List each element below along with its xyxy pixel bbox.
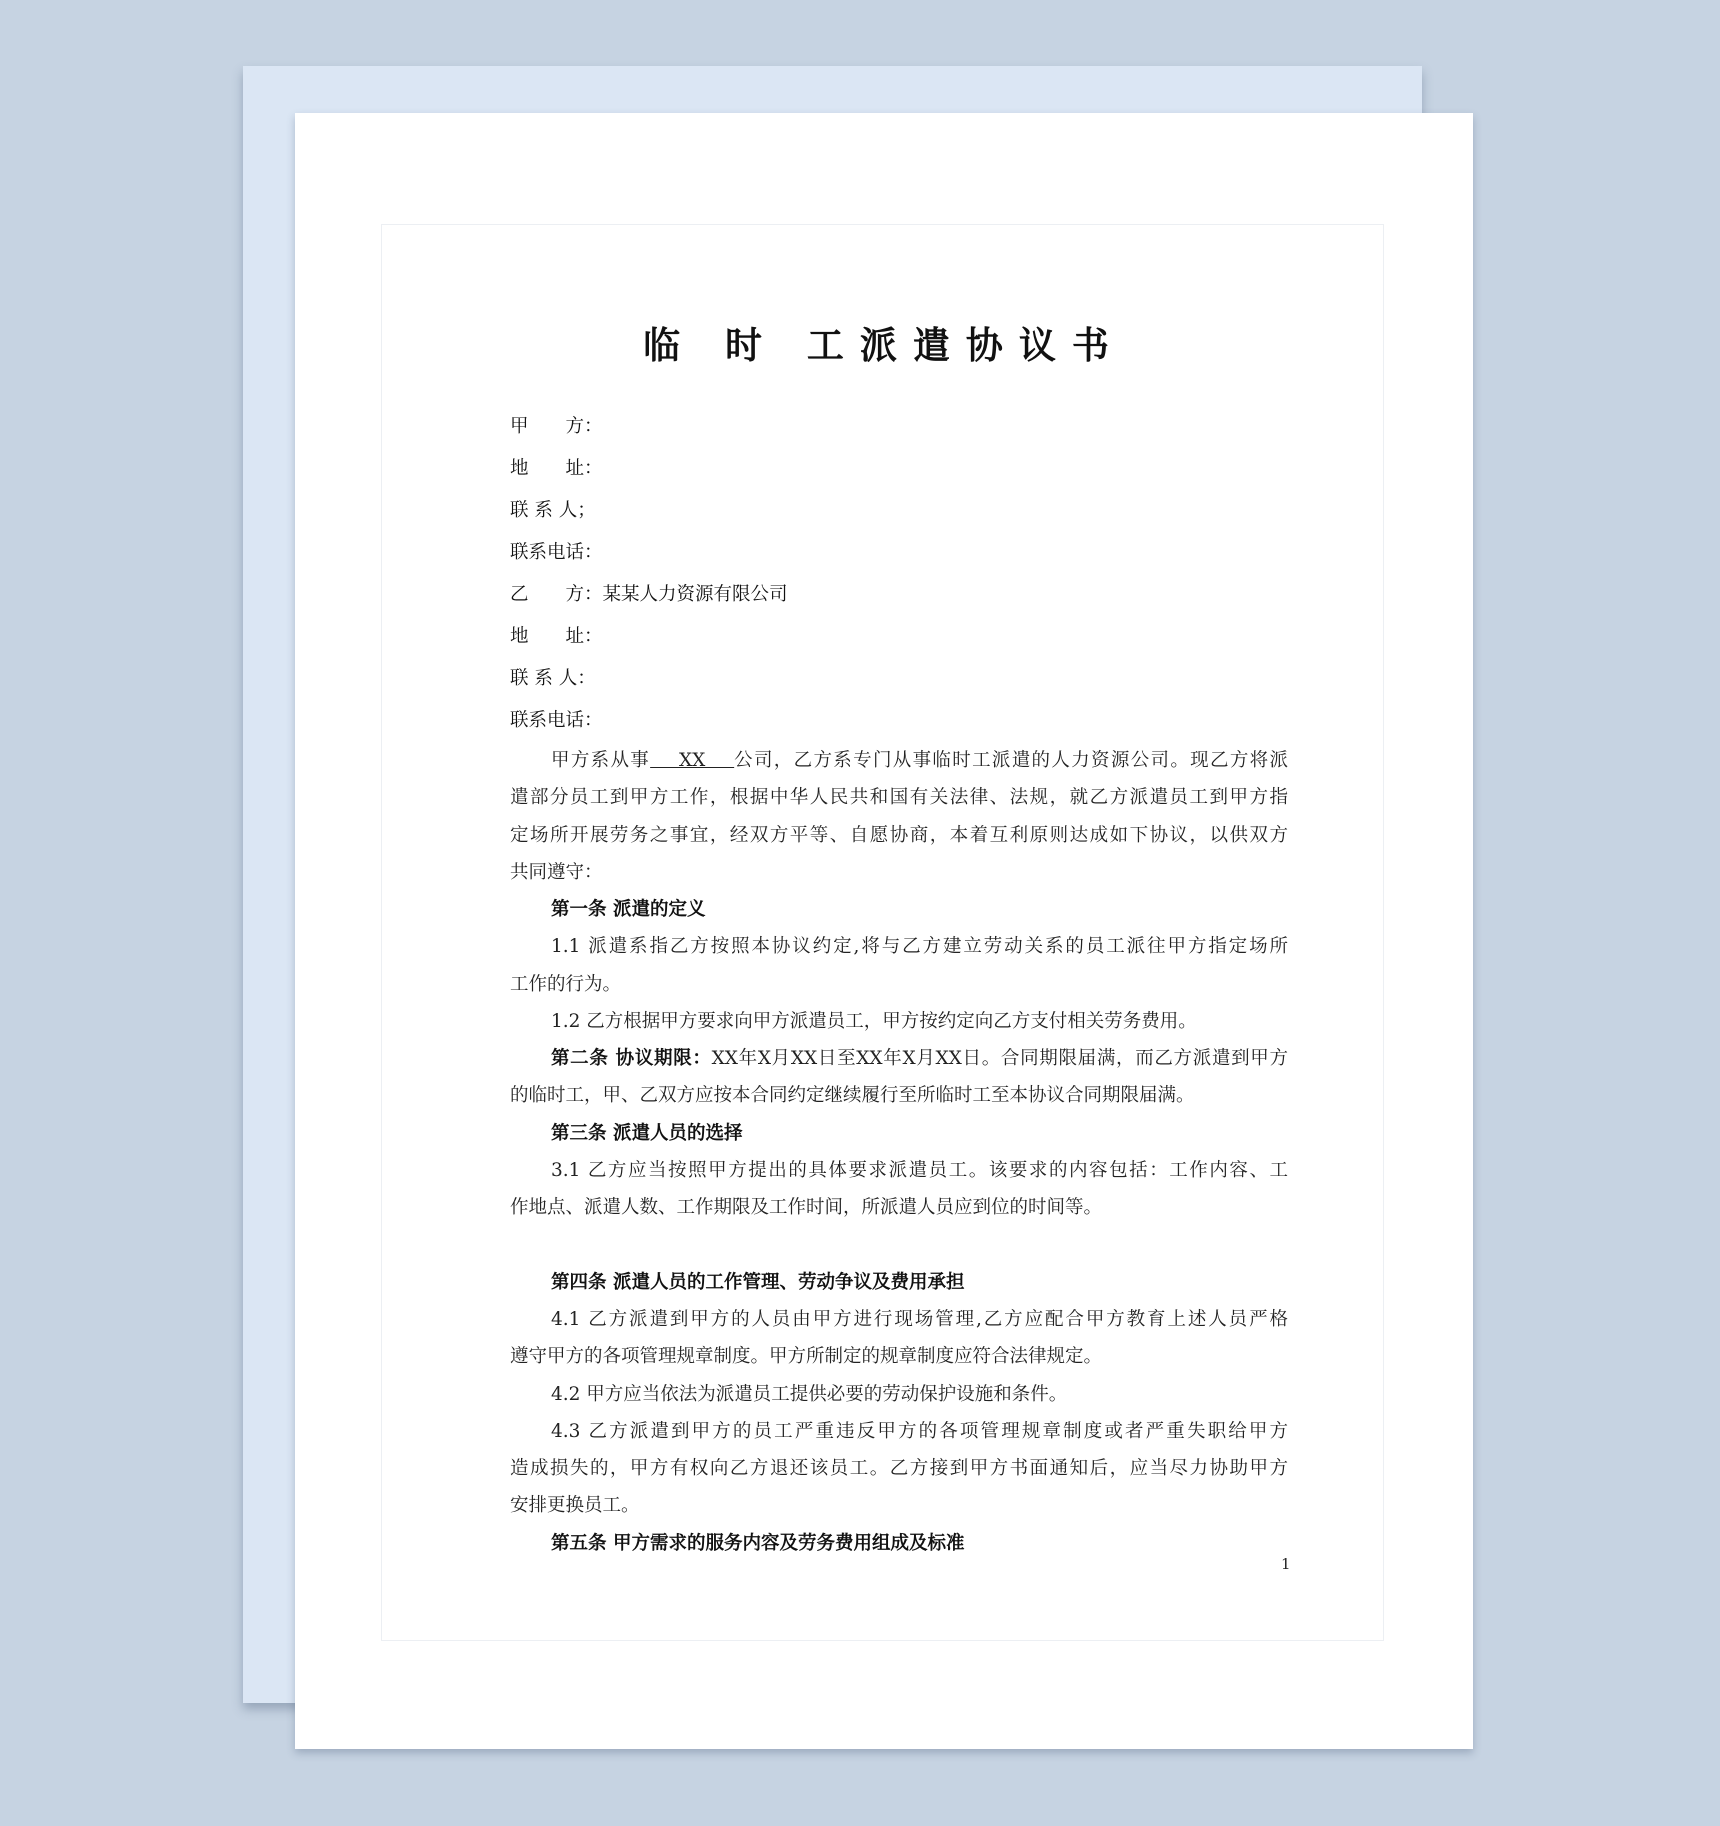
line-text: 安排更换员工。 (510, 1495, 640, 1517)
line-text: 4.2 甲方应当依法为派遣员工提供必要的劳动保护设施和条件。 (551, 1383, 1068, 1405)
line-text: 工作的行为。 (510, 973, 622, 995)
document-body (510, 406, 1288, 1562)
line-text: 4.3 乙方派遣到甲方的员工严重违反甲方的各项管理规章制度或者严重失职给甲方 (551, 1420, 1288, 1442)
business-blank-field: XX (650, 750, 735, 771)
clause-title: 第五条 甲方需求的服务内容及劳务费用组成及标准 (551, 1532, 965, 1554)
line-text: 定场所开展劳务之事宜，经双方平等、自愿协商，本着互利原则达成如下协议，以供双方 (510, 824, 1288, 846)
line-text: 1.1 派遣系指乙方按照本协议约定,将与乙方建立劳动关系的员工派往甲方指定场所 (551, 936, 1288, 958)
intro-line (510, 742, 1288, 779)
line-text: 造成损失的，甲方有权向乙方退还该员工。乙方接到甲方书面通知后，应当尽力协助甲方 (510, 1458, 1288, 1480)
document-page (295, 113, 1473, 1749)
party-field-label: 联 系 人； (510, 500, 596, 521)
party-field-label: 乙 方： (510, 584, 603, 605)
party-field (510, 532, 1288, 574)
line-text: 1.2 乙方根据甲方要求向甲方派遣员工，甲方按约定向乙方支付相关劳务费用。 (551, 1010, 1197, 1032)
party-field-label: 联系电话： (510, 710, 603, 731)
text-line (510, 1077, 1288, 1114)
clause-title: 第三条 派遣人员的选择 (551, 1122, 743, 1144)
clause-title: 第一条 派遣的定义 (551, 899, 706, 921)
text-line (510, 928, 1288, 965)
party-field (510, 616, 1288, 658)
line-text: 共同遵守： (510, 861, 603, 883)
clause-title: 第四条 派遣人员的工作管理、劳动争议及费用承担 (551, 1271, 965, 1293)
text-line (510, 1040, 1288, 1077)
intro-prefix: 甲方系从事 (551, 750, 651, 771)
text-line (510, 1413, 1288, 1450)
party-field-label: 甲 方： (510, 416, 603, 437)
line-text: 作地点、派遣人数、工作期限及工作时间，所派遣人员应到位的时间等。 (510, 1197, 1103, 1219)
text-line (510, 1450, 1288, 1487)
text-line (510, 1152, 1288, 1189)
text-line (510, 854, 1288, 891)
text-line (510, 1189, 1288, 1226)
party-field-label: 地 址： (510, 626, 603, 647)
line-text: 3.1 乙方应当按照甲方提出的具体要求派遣员工。该要求的内容包括：工作内容、工 (551, 1159, 1288, 1181)
text-line (510, 1226, 1288, 1263)
clause-heading (510, 1264, 1288, 1301)
clause-heading (510, 891, 1288, 928)
party-field (510, 658, 1288, 700)
text-line (510, 779, 1288, 816)
party-field (510, 448, 1288, 490)
intro-suffix: 公司，乙方系专门从事临时工派遣的人力资源公司。现乙方将派 (734, 750, 1288, 771)
party-field (510, 490, 1288, 532)
party-info-block (510, 406, 1288, 742)
text-line (510, 817, 1288, 854)
clause-title: 第二条 协议期限： (551, 1048, 712, 1070)
party-field-label: 联 系 人： (510, 668, 596, 689)
party-field (510, 574, 1288, 616)
party-field-label: 联系电话： (510, 542, 603, 563)
line-text: 遣部分员工到甲方工作，根据中华人民共和国有关法律、法规，就乙方派遣员工到甲方指 (510, 787, 1288, 809)
text-line (510, 1376, 1288, 1413)
clause-heading (510, 1525, 1288, 1562)
party-field (510, 700, 1288, 742)
clauses-block (510, 779, 1288, 1562)
text-line (510, 1338, 1288, 1375)
party-field-label: 地 址： (510, 458, 603, 479)
line-text: 4.1 乙方派遣到甲方的人员由甲方进行现场管理,乙方应配合甲方教育上述人员严格 (551, 1308, 1288, 1330)
text-line (510, 1487, 1288, 1524)
clause-heading (510, 1115, 1288, 1152)
line-text: 的临时工，甲、乙双方应按本合同约定继续履行至所临时工至本协议合同期限届满。 (510, 1085, 1195, 1107)
line-text: XX年X月XX日至XX年X月XX日。合同期限届满，而乙方派遣到甲方 (711, 1048, 1288, 1070)
document-title: 临 时 工派遣协议书 (643, 324, 1125, 367)
page-number: 1 (1281, 1555, 1291, 1573)
text-line (510, 1301, 1288, 1338)
party-field-value: 某某人力资源有限公司 (602, 584, 788, 605)
text-line (510, 966, 1288, 1003)
line-text: 遵守甲方的各项管理规章制度。甲方所制定的规章制度应符合法律规定。 (510, 1346, 1103, 1368)
text-line (510, 1003, 1288, 1040)
party-field (510, 406, 1288, 448)
